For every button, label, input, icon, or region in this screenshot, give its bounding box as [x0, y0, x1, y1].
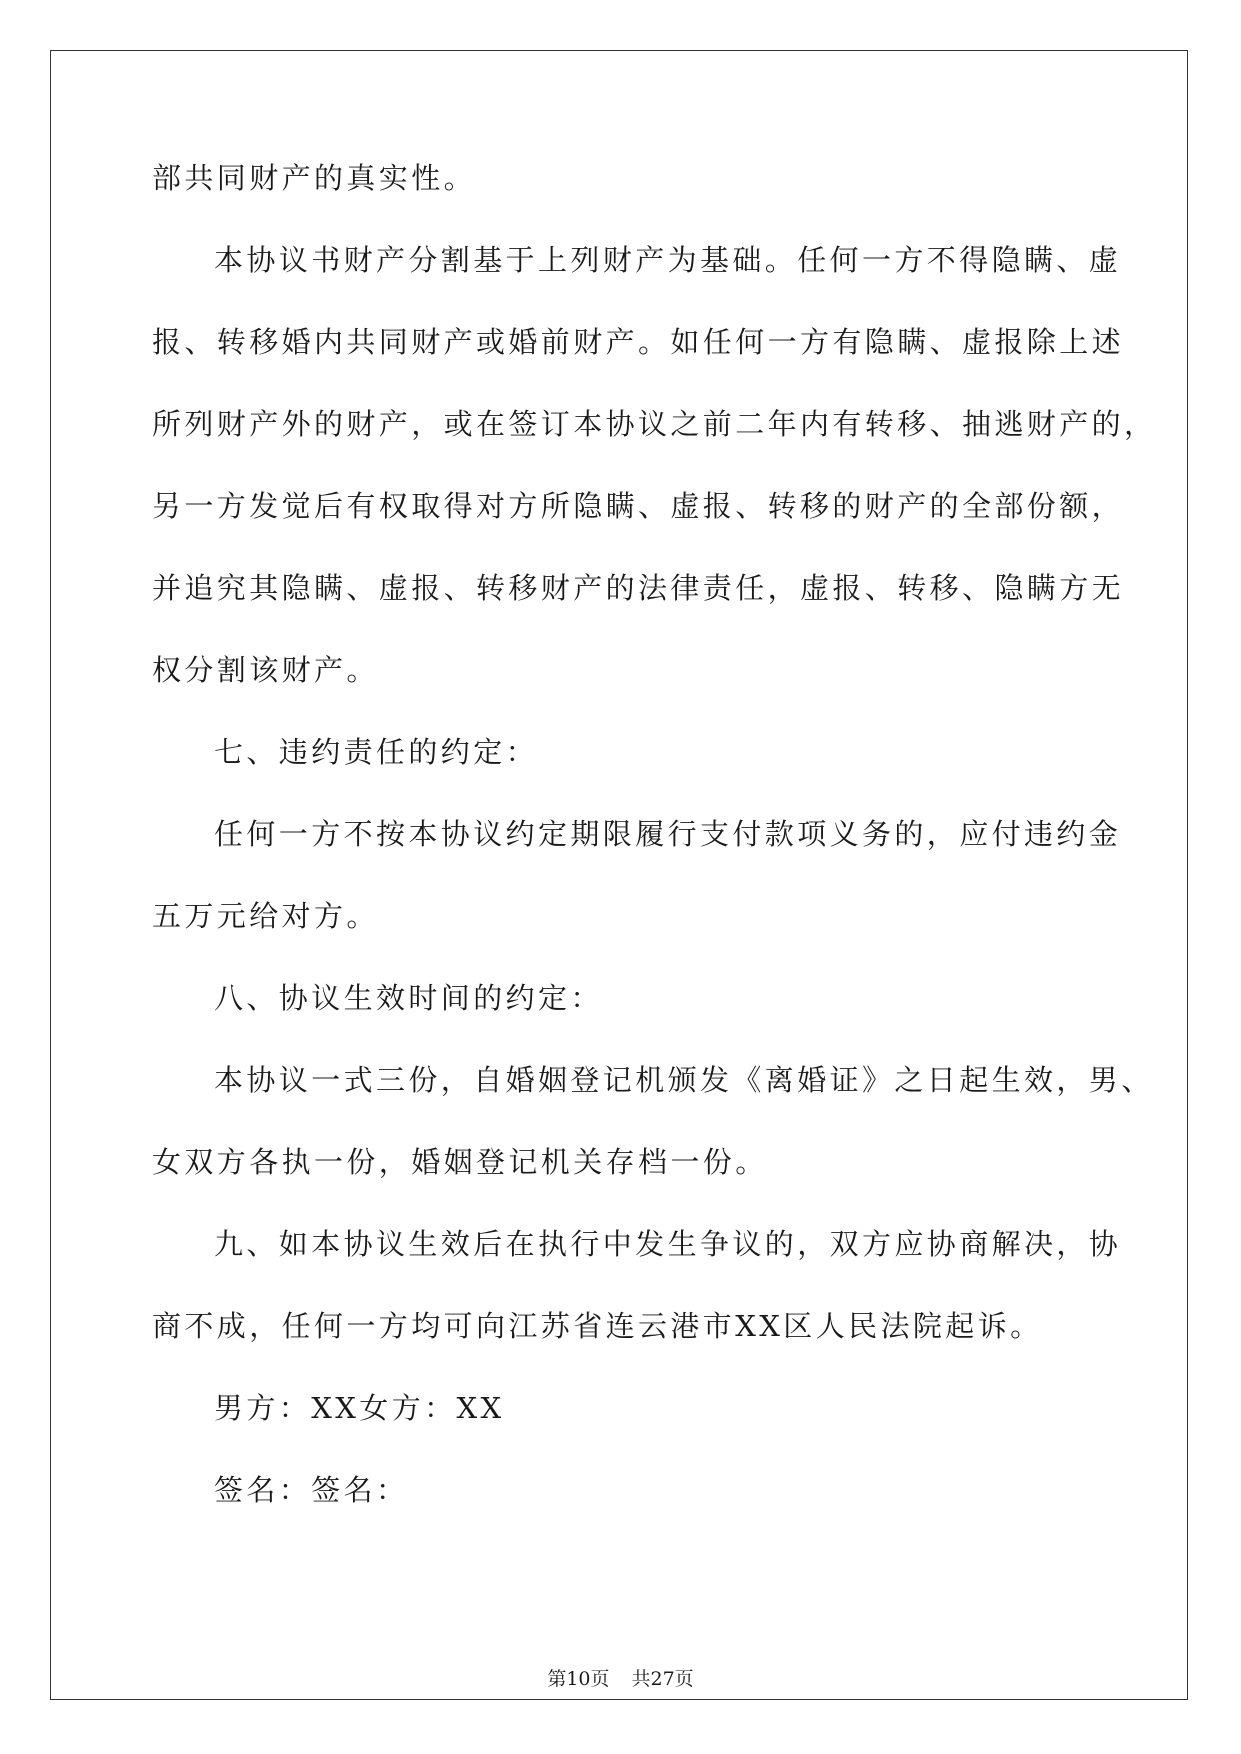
text-line: 部共同财产的真实性。 [152, 161, 477, 195]
text-line: 另一方发觉后有权取得对方所隐瞒、虚报、转移的财产的全部份额， [152, 489, 1125, 523]
document-body [152, 161, 1157, 1556]
section-heading: 七、违约责任的约定： [214, 735, 539, 769]
text-line: 九、如本协议生效后在执行中发生争议的，双方应协商解决，协 [214, 1227, 1122, 1261]
parties-line: 男方：XX女方：XX [214, 1391, 505, 1425]
text-line: 任何一方不按本协议约定期限履行支付款项义务的，应付违约金 [214, 817, 1122, 851]
page-number: 第10页 [547, 1668, 610, 1690]
section-heading: 八、协议生效时间的约定： [214, 981, 603, 1015]
page-footer [0, 1668, 1241, 1690]
text-line: 本协议一式三份，自婚姻登记机颁发《离婚证》之日起生效，男、 [214, 1063, 1154, 1097]
text-line: 本协议书财产分割基于上列财产为基础。任何一方不得隐瞒、虚 [214, 243, 1122, 277]
text-line: 五万元给对方。 [152, 899, 379, 933]
page-total: 共27页 [631, 1668, 694, 1690]
text-line: 商不成，任何一方均可向江苏省连云港市XX区人民法院起诉。 [152, 1309, 1043, 1343]
text-line: 权分割该财产。 [152, 653, 379, 687]
text-line: 报、转移婚内共同财产或婚前财产。如任何一方有隐瞒、虚报除上述 [152, 325, 1125, 359]
text-line: 并追究其隐瞒、虚报、转移财产的法律责任，虚报、转移、隐瞒方无 [152, 571, 1125, 605]
signature-line: 签名：签名： [214, 1473, 409, 1507]
text-line: 所列财产外的财产，或在签订本协议之前二年内有转移、抽逃财产的， [152, 407, 1157, 441]
text-line: 女双方各执一份，婚姻登记机关存档一份。 [152, 1145, 768, 1179]
